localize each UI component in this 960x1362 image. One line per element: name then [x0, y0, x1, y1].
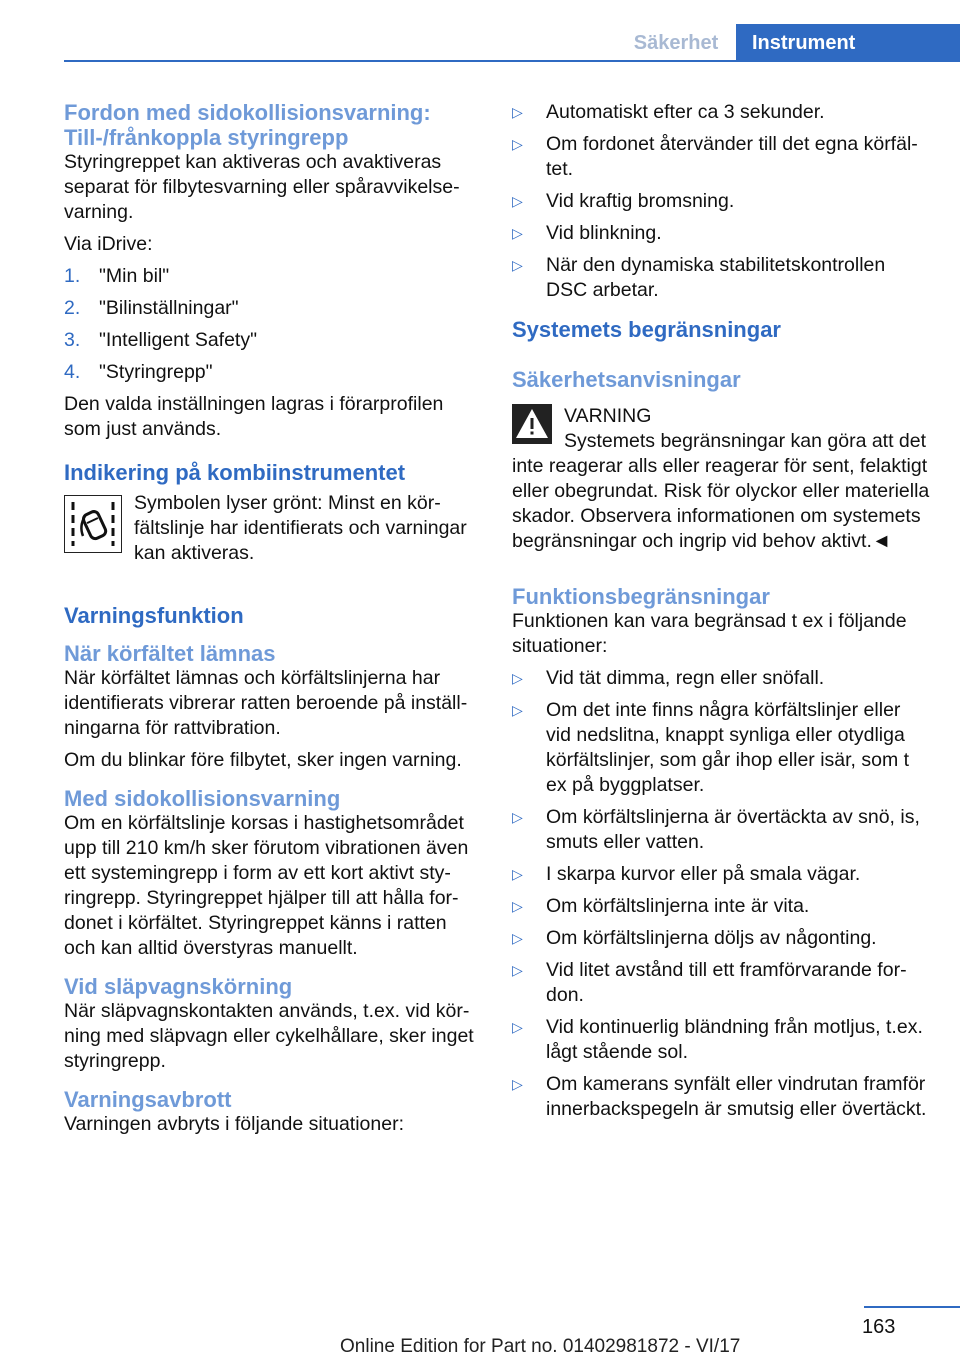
list-item: ▷ Vid blinkning. — [512, 222, 662, 244]
triangle-bullet-icon: ▷ — [512, 898, 523, 914]
triangle-bullet-icon: ▷ — [512, 225, 523, 241]
heading-indication: Indikering på kombiinstrumentet — [64, 460, 406, 485]
warning-title: VARNING — [564, 405, 652, 427]
list-item: ▷ I skarpa kurvor eller på smala vägar. — [512, 863, 861, 885]
triangle-bullet-icon: ▷ — [512, 930, 523, 946]
list-item: ▷ Vid litet avstånd till ett framförvarande fordon. — [512, 959, 907, 1006]
paragraph: Funktionen kan vara begränsad t ex i följande situationer: — [512, 610, 907, 657]
heading-safety-notes: Säkerhetsanvisningar — [512, 367, 741, 392]
list-item: ▷ Om kamerans synfält eller vindrutan framför innerbackspegeln är smutsig eller övertäckt. — [512, 1073, 927, 1120]
triangle-bullet-icon: ▷ — [512, 136, 523, 152]
list-item: ▷ Om körfältslinjerna döljs av någonting. — [512, 927, 877, 949]
idrive-steps — [64, 264, 482, 385]
heading-warning-abort: Varningsavbrott — [64, 1087, 232, 1112]
list-item: 2. "Bilinställningar" — [64, 297, 239, 319]
triangle-bullet-icon: ▷ — [512, 702, 523, 718]
paragraph: Om en körfältslinje korsas i hastighetsområdet upp till 210 km/h sker förutom vibrationen även ett systemingrepp i form av ett kort aktivt styringrepp. Styringreppet hjälper till att hålla fordonet i körfältet. Styringreppet känns i ratten och kan alltid överstyras manuellt. — [64, 812, 469, 959]
heading-toggle-steering: Fordon med sidokollisionsvarning: Till-/frånkoppla styringrepp — [64, 100, 431, 150]
limits-list — [512, 666, 930, 1122]
paragraph: Symbolen lyser grönt: Minst en körfältslinje har identifierats och varningar kan aktiveras. — [134, 492, 467, 564]
right-column — [512, 100, 930, 1129]
paragraph: Varningen avbryts i följande situationer: — [64, 1113, 405, 1135]
triangle-bullet-icon: ▷ — [512, 670, 523, 686]
heading-trailer: Vid släpvagnskörning — [64, 974, 293, 999]
list-item: ▷ Om körfältslinjerna är övertäckta av snö, is, smuts eller vatten. — [512, 806, 920, 853]
heading-warning-function: Varningsfunktion — [64, 603, 244, 628]
triangle-bullet-icon: ▷ — [512, 866, 523, 882]
triangle-bullet-icon: ▷ — [512, 193, 523, 209]
triangle-bullet-icon: ▷ — [512, 1019, 523, 1035]
list-item: ▷ Om körfältslinjerna inte är vita. — [512, 895, 810, 917]
warning-triangle-icon — [512, 404, 552, 444]
footer-rule — [864, 1306, 960, 1308]
heading-function-limits: Funktionsbegränsningar — [512, 584, 770, 609]
paragraph: Via iDrive: — [64, 233, 153, 255]
list-item: ▷ Vid tät dimma, regn eller snöfall. — [512, 667, 825, 689]
paragraph: Styringreppet kan aktiveras och avaktiveras separat för filbytesvarning eller spåravvikelsevarning. — [64, 151, 460, 223]
list-item: ▷ Automatiskt efter ca 3 sekunder. — [512, 101, 825, 123]
page-number: 163 — [862, 1316, 896, 1338]
paragraph: Om du blinkar före filbytet, sker ingen varning. — [64, 749, 462, 771]
triangle-bullet-icon: ▷ — [512, 809, 523, 825]
abort-list — [512, 100, 930, 303]
triangle-bullet-icon: ▷ — [512, 962, 523, 978]
list-item: ▷ När den dynamiska stabilitetskontrollen DSC arbetar. — [512, 254, 886, 301]
list-item: 4. "Styringrepp" — [64, 361, 213, 383]
header-rule — [64, 60, 960, 62]
heading-leaving-lane: När körfältet lämnas — [64, 641, 276, 666]
list-item: ▷ Vid kontinuerlig bländning från motljus, t.ex. lågt stående sol. — [512, 1016, 923, 1063]
triangle-bullet-icon: ▷ — [512, 104, 523, 120]
paragraph: När släpvagnskontakten används, t.ex. vid körning med släpvagn eller cykelhållare, sker inget styringrepp. — [64, 1000, 474, 1072]
triangle-bullet-icon: ▷ — [512, 257, 523, 273]
list-item: ▷ Vid kraftig bromsning. — [512, 190, 735, 212]
header-section-tab[interactable]: Säkerhet — [633, 32, 719, 54]
header-chapter-tab[interactable]: Instrument — [736, 24, 960, 62]
paragraph: Den valda inställningen lagras i förarprofilen som just används. — [64, 393, 444, 440]
paragraph: När körfältet lämnas och körfältslinjerna har identifierats vibrerar ratten beroende på inställningarna för rattvibration. — [64, 667, 468, 739]
lane-assist-icon — [64, 495, 122, 553]
list-item: 3. "Intelligent Safety" — [64, 329, 258, 351]
triangle-bullet-icon: ▷ — [512, 1076, 523, 1092]
edition-note: Online Edition for Part no. 01402981872 - VI/17 — [340, 1336, 741, 1357]
list-item: ▷ Om det inte finns några körfältslinjer eller vid nedslitna, knappt synliga eller otydliga körfältslinjer, som går ihop eller isär, som t ex på byggplatser. — [512, 699, 910, 796]
warning-text: Systemets begränsningar kan göra att det inte reagerar alls eller reagerar för sent, felaktigt eller obegrundat. Risk för olyckor eller materiella skador. Observera informationen om systemets begränsningar och ingrip vid behov aktivt.◄ — [512, 430, 930, 552]
list-item: ▷ Om fordonet återvänder till det egna körfältet. — [512, 133, 918, 180]
heading-side-collision: Med sidokollisionsvarning — [64, 786, 341, 811]
heading-system-limits: Systemets begränsningar — [512, 317, 781, 342]
left-column — [64, 100, 482, 1144]
list-item: 1. "Min bil" — [64, 265, 170, 287]
